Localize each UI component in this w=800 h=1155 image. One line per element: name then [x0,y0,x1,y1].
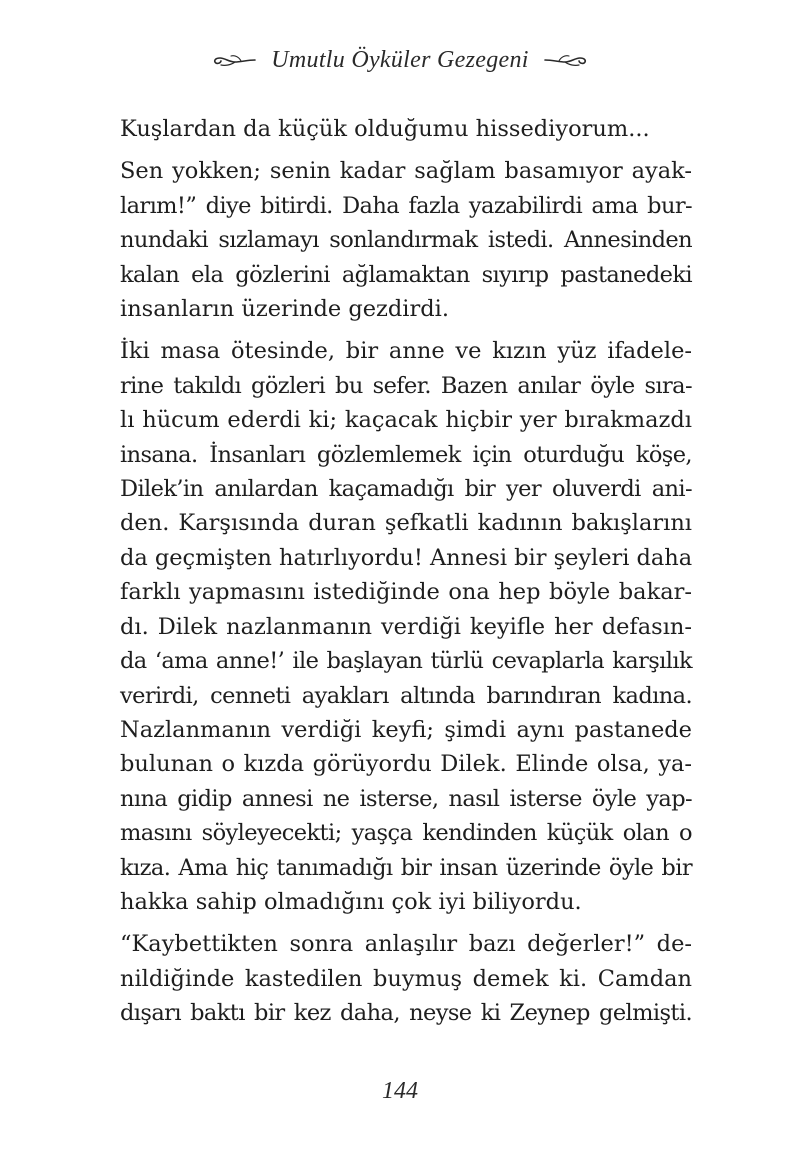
text-line: dı. Dilek nazlanmanın verdiği keyifle her defasın- [120,613,692,640]
right-flourish-icon [543,50,589,70]
text-line: rine takıldı gözleri bu sefer. Bazen anılar öyle sıra- [120,372,692,399]
text-line: den. Karşısında duran şefkatli kadının bakışlarını [120,510,692,537]
text-line: İki masa ötesinde, bir anne ve kızın yüz ifadele- [120,338,692,365]
text-line: da ‘ama anne!’ ile başlayan türlü cevaplarla karşılık [120,648,692,675]
left-flourish-icon [211,50,257,70]
text-line: Dilek’in anılardan kaçamadığı bir yer oluverdi ani- [120,476,692,503]
text-line: Sen yokken; senin kadar sağlam basamıyor ayak- [120,158,692,185]
body-text [120,112,692,1039]
paragraph [120,154,692,326]
text-line: dışarı baktı bir kez daha, neyse ki Zeynep gelmişti. [120,1000,692,1027]
text-line: farklı yapmasını istediğinde ona hep böyle bakar- [120,579,692,606]
book-title: Umutlu Öyküler Gezegeni [271,46,529,73]
text-line: nundaki sızlamayı sonlandırmak istedi. Annesinden [120,227,692,254]
page-number: 144 [382,1078,418,1104]
text-line: Kuşlardan da küçük olduğumu hissediyorum... [120,116,650,142]
text-line: “Kaybettikten sonra anlaşılır bazı değerler!” de- [120,931,692,958]
text-line: insana. İnsanları gözlemlemek için oturduğu köşe, [120,441,692,468]
text-line: verirdi, cenneti ayakları altında barındıran kadına. [120,682,692,709]
text-line: Nazlanmanın verdiği keyfi; şimdi aynı pastanede [120,716,692,743]
text-line: kıza. Ama hiç tanımadığı bir insan üzerinde öyle bir [120,854,692,881]
text-line: nına gidip annesi ne isterse, nasıl isterse öyle yap- [120,785,692,812]
paragraph [120,927,692,1030]
text-line: masını söyleyecekti; yaşça kendinden küçük olan o [120,820,692,847]
text-line: da geçmişten hatırlıyordu! Annesi bir şeyleri daha [120,544,693,571]
paragraph [120,334,692,919]
paragraph [120,112,692,146]
text-line: nildiğinde kastedilen buymuş demek ki. Camdan [120,965,692,992]
text-line: lı hücum ederdi ki; kaçacak hiçbir yer bırakmazdı [120,407,692,434]
text-line: hakka sahip olmadığını çok iyi biliyordu. [120,888,582,915]
text-line: insanların üzerinde gezdirdi. [120,296,449,323]
text-line: larım!” diye bitirdi. Daha fazla yazabilirdi ama bur- [120,192,692,219]
text-line: kalan ela gözlerini ağlamaktan sıyırıp pastanedeki [120,261,692,288]
running-header [0,40,800,80]
text-line: bulunan o kızda görüyordu Dilek. Elinde olsa, ya- [120,751,692,778]
